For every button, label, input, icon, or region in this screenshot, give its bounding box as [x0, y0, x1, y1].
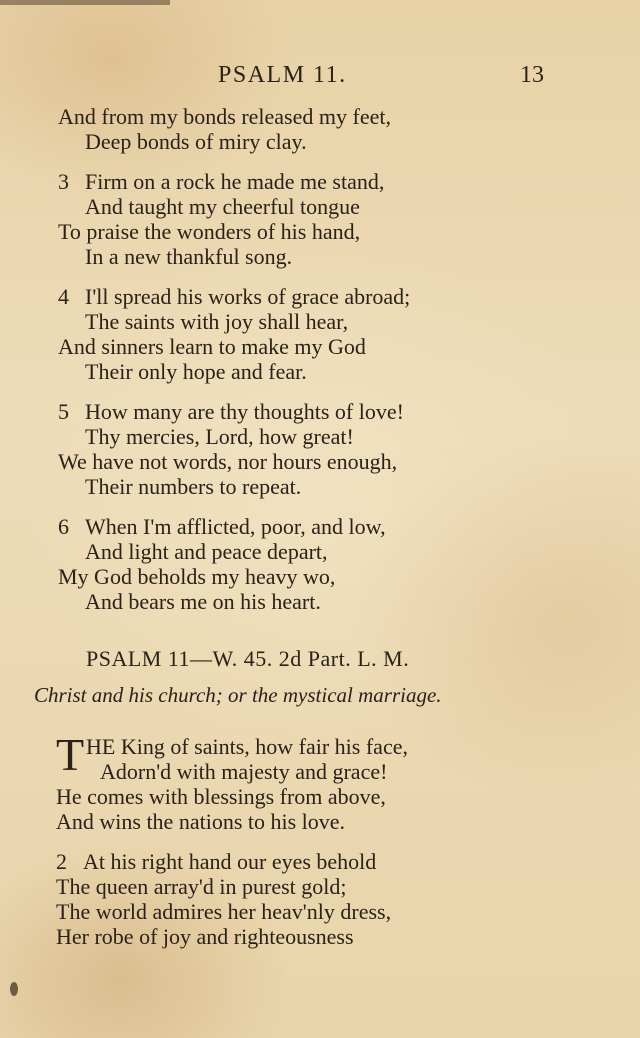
page-number: 13 [520, 62, 544, 88]
verse-line: He comes with blessings from above, [56, 784, 386, 809]
verse-line: And taught my cheerful tongue [85, 194, 360, 219]
stanza-number: 6 [58, 514, 69, 539]
verse-line: In a new thankful song. [85, 244, 293, 269]
verse-line: And from my bonds released my feet, [58, 104, 391, 129]
verse-line: 4 I'll spread his works of grace abroad; [58, 284, 411, 309]
verse-line: 2 At his right hand our eyes behold [56, 849, 377, 874]
verse-line: To praise the wonders of his hand, [58, 219, 361, 244]
verse-line: Their only hope and fear. [85, 359, 307, 384]
stanza-number: 2 [56, 849, 67, 874]
stanza-number: 3 [58, 169, 69, 194]
stanza-number: 4 [58, 284, 69, 309]
verse-line: 6 When I'm afflicted, poor, and low, [58, 514, 386, 539]
page-header [0, 62, 640, 96]
drop-cap: T [56, 729, 85, 780]
verse-line: 5 How many are thy thoughts of love! [58, 399, 404, 424]
verse-line: And bears me on his heart. [85, 589, 321, 614]
verse-line: And light and peace depart, [85, 539, 328, 564]
page-edge-shadow [0, 0, 170, 5]
stanza-number: 5 [58, 399, 69, 424]
verse-line: The world admires her heav'nly dress, [56, 899, 392, 924]
psalm-subtitle: Christ and his church; or the mystical marriage. [34, 683, 442, 707]
verse-line: We have not words, nor hours enough, [58, 449, 398, 474]
verse-line: Deep bonds of miry clay. [85, 129, 307, 154]
verse-line: T HE King of saints, how fair his face, [56, 729, 408, 780]
verse-line: 3 Firm on a rock he made me stand, [58, 169, 385, 194]
verse-line: Their numbers to repeat. [85, 474, 302, 499]
psalm-10-text [58, 104, 558, 614]
verse-line: And sinners learn to make my God [58, 334, 366, 359]
psalm-heading: PSALM 11—W. 45. 2d Part. L. M. [86, 646, 410, 671]
verse-line: Her robe of joy and righteousness [56, 924, 354, 949]
verse-line: The saints with joy shall hear, [85, 309, 349, 334]
running-title: PSALM 11. [218, 62, 347, 88]
verse-line: And wins the nations to his love. [56, 809, 346, 834]
psalm-11-text [56, 729, 556, 949]
verse-line: My God beholds my heavy wo, [58, 564, 336, 589]
ink-smudge [10, 982, 18, 996]
verse-line: Thy mercies, Lord, how great! [85, 424, 354, 449]
verse-line: Adorn'd with majesty and grace! [100, 759, 388, 784]
verse-line: The queen array'd in purest gold; [56, 874, 347, 899]
